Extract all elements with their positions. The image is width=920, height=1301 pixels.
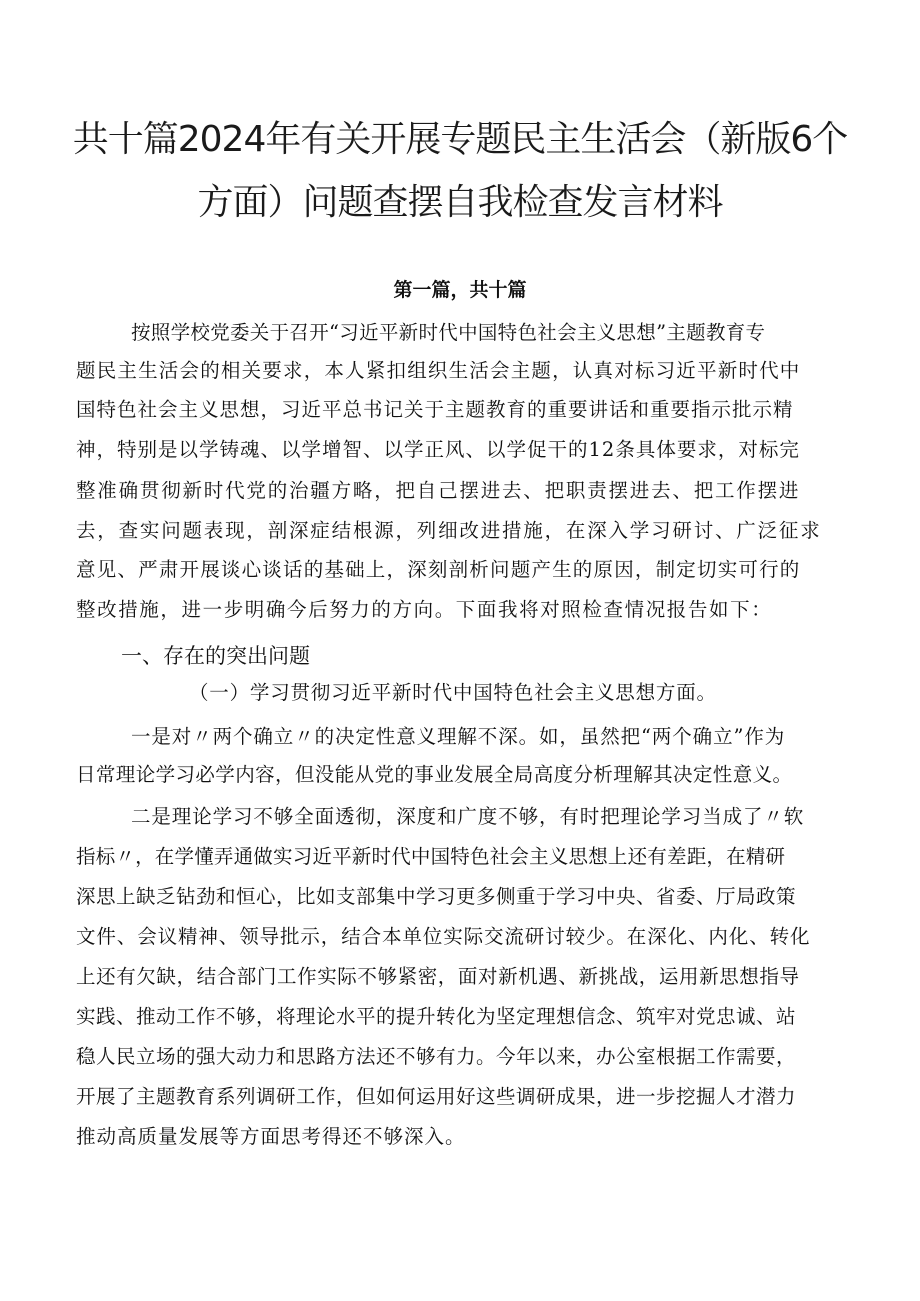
paragraph-line: 二是理论学习不够全面透彻，深度和广度不够，有时把理论学习当成了〃软	[131, 805, 805, 828]
intro-line: 去，查实问题表现，剖深症结根源，列细改进措施，在深入学习研讨、广泛征求	[76, 519, 822, 542]
paragraph-line: 指标〃，在学懂弄通做实习近平新时代中国特色社会主义思想上还有差距，在精研	[76, 845, 786, 868]
paragraph-line: 实践、推动工作不够，将理论水平的提升转化为坚定理想信念、筑牢对党忠诚、站	[76, 1005, 797, 1028]
document-title-line-2: 方面）问题查摆自我检查发言材料	[197, 182, 723, 223]
intro-line: 国特色社会主义思想，习近平总书记关于主题教育的重要讲话和重要指示批示精	[76, 398, 794, 421]
intro-line: 按照学校党委关于召开“习近平新时代中国特色社会主义思想”主题教育专	[131, 321, 766, 344]
paragraph-line: 日常理论学习必学内容，但没能从党的事业发展全局高度分析理解其决定性意义。	[76, 763, 793, 786]
subsection-heading: （一）学习贯彻习近平新时代中国特色社会主义思想方面。	[189, 681, 717, 704]
section-heading: 一、存在的突出问题	[121, 644, 310, 668]
paragraph-line: 开展了主题教育系列调研工作，但如何运用好这些调研成果，进一步挖掘人才潜力	[76, 1085, 797, 1108]
paragraph-line: 稳人民立场的强大动力和思路方法还不够有力。今年以来，办公室根据工作需要，	[76, 1045, 797, 1068]
part-subtitle: 第一篇，共十篇	[393, 279, 527, 301]
paragraph-line: 推动高质量发展等方面思考得还不够深入。	[76, 1125, 466, 1148]
intro-line: 整改措施，进一步明确今后努力的方向。下面我将对照检查情况报告如下：	[76, 598, 773, 621]
intro-line: 题民主生活会的相关要求，本人紧扣组织生活会主题，认真对标习近平新时代中	[76, 359, 801, 382]
paragraph-line: 深思上缺乏钻劲和恒心，比如支部集中学习更多侧重于学习中央、省委、厅局政策	[76, 885, 797, 908]
intro-line: 整准确贯彻新时代党的治疆方略，把自己摆进去、把职责摆进去、把工作摆进	[76, 479, 801, 502]
intro-line: 意见、严肃开展谈心谈话的基础上，深刻剖析问题产生的原因，制定切实可行的	[76, 558, 801, 581]
paragraph-line: 一是对〃两个确立〃的决定性意义理解不深。如，虽然把“两个确立”作为	[131, 725, 786, 748]
intro-line: 神，特别是以学铸魂、以学增智、以学正风、以学促干的12条具体要求，对标完	[76, 438, 800, 461]
paragraph-line: 上还有欠缺，结合部门工作实际不够紧密，面对新机遇、新挑战，运用新思想指导	[76, 965, 800, 988]
document-title-line-1: 共十篇2024年有关开展专题民主生活会（新版6个	[72, 119, 848, 160]
paragraph-line: 文件、会议精神、领导批示，结合本单位实际交流研讨较少。在深化、内化、转化	[76, 925, 811, 948]
